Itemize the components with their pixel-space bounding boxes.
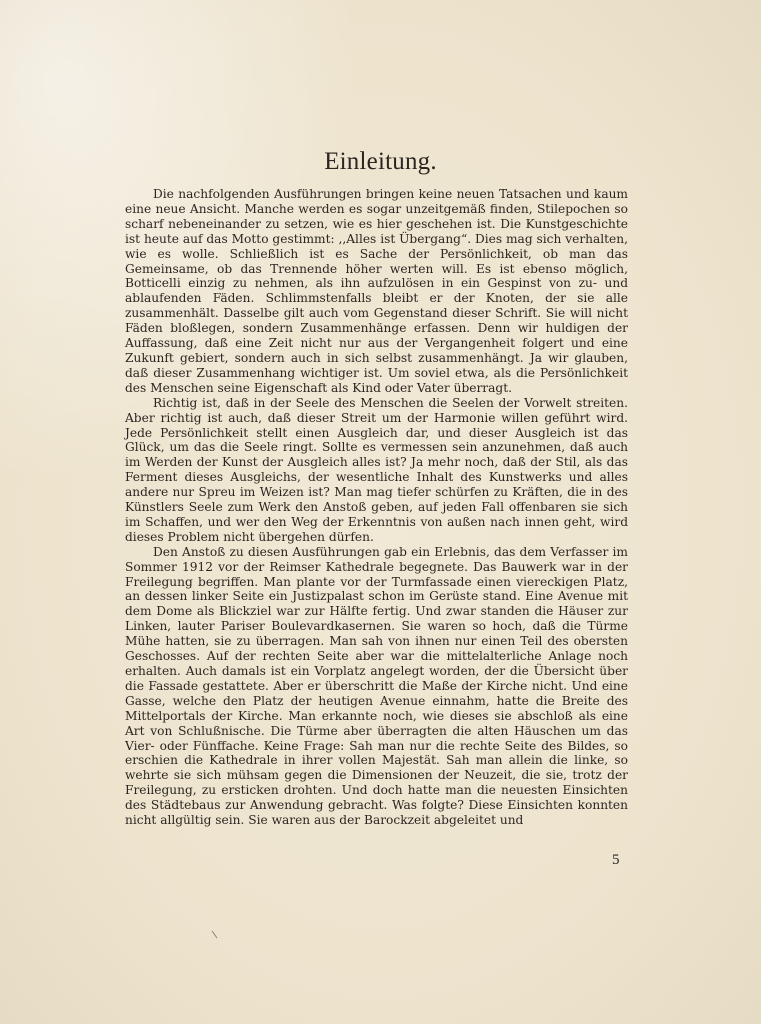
body-text <box>125 187 628 828</box>
chapter-heading: Einleitung. <box>324 148 437 175</box>
paragraph: Richtig ist, daß in der Seele des Menschen die Seelen der Vorwelt streiten. Aber richtig ist auch, daß dieser Streit um der Harmonie willen geführt wird. Jede Persönlichkeit stellt einen Ausgleich dar, und dieser Ausgleich ist das Glück, um das die Seele ringt. Sollte es vermessen sein anzunehmen, daß auch im Werden der Kunst der Ausgleich alles ist? Ja mehr noch, daß der Stil, als das Ferment dieses Ausgleichs, der wesentliche Inhalt des Kunstwerks und alles andere nur Spreu im Weizen ist? Man mag tiefer schürfen zu Kräften, die in des Künstlers Seele zum Werk den Anstoß geben, auf jeden Fall offenbaren sie sich im Schaffen, und wer den Weg der Erkenntnis von außen nach innen geht, wird dieses Problem nicht übergehen dürfen. <box>125 395 628 544</box>
page-number: 5 <box>612 852 620 868</box>
paper-speck <box>211 930 219 940</box>
paragraph: Die nachfolgenden Ausführungen bringen keine neuen Tatsachen und kaum eine neue Ansicht. Manche werden es sogar unzeitgemäß finden, Stilepochen so scharf nebeneinander zu setzen, wie es hier geschehen ist. Die Kunstgeschichte ist heute auf das Motto gestimmt: ,,Alles ist Übergang“. Dies mag sich verhalten, wie es wolle. Schließlich ist es Sache der Persönlichkeit, ob man das Gemeinsame, ob das Trennende höher werten will. Es ist ebenso möglich, Botticelli einzig zu nehmen, als ihn aufzulösen in ein Gespinst von zu- und ablaufenden Fäden. Schlimmstenfalls bleibt er der Knoten, der sie alle zusammenhält. Dasselbe gilt auch vom Gegenstand dieser Schrift. Sie will nicht Fäden bloßlegen, sondern Zusammenhänge erfassen. Denn wir huldigen der Auffassung, daß eine Zeit nicht nur aus der Vergangenheit folgert und eine Zukunft gebiert, sondern auch in sich selbst zusammenhängt. Ja wir glauben, daß dieser Zusammenhang wichtiger ist. Um soviel etwa, als die Persönlichkeit des Menschen seine Eigenschaft als Kind oder Vater überragt. <box>125 187 628 395</box>
paragraph: Den Anstoß zu diesen Ausführungen gab ein Erlebnis, das dem Verfasser im Sommer 1912 vor der Reimser Kathedrale begegnete. Das Bauwerk war in der Freilegung begriffen. Man plante vor der Turmfassade einen viereckigen Platz, an dessen linker Seite ein Justizpalast schon im Gerüste stand. Eine Avenue mit dem Dome als Blickziel war zur Hälfte fertig. Und zwar standen die Häuser zur Linken, lauter Pariser Boulevardkasernen. Sie waren so hoch, daß die Türme Mühe hatten, sie zu überragen. Man sah von ihnen nur einen Teil des obersten Geschosses. Auf der rechten Seite aber war die mittelalterliche Anlage noch erhalten. Auch damals ist ein Vorplatz angelegt worden, der die Übersicht über die Fassade gestattete. Aber er überschritt die Maße der Kirche nicht. Und eine Gasse, welche den Platz der heutigen Avenue einnahm, hatte die Breite des Mittelportals der Kirche. Man erkannte noch, wie dieses sie abschloß als eine Art von Schlußnische. Die Türme aber überragten die alten Häuschen um das Vier- oder Fünffache. Keine Frage: Sah man nur die rechte Seite des Bildes, so erschien die Kathedrale in ihrer vollen Majestät. Sah man allein die linke, so wehrte sie sich mühsam gegen die Dimensionen der Neuzeit, die sie, trotz der Freilegung, zu ersticken drohten. Und doch hatte man die neuesten Einsichten des Städtebaus zur Anwendung gebracht. Was folgte? Diese Einsichten konnten nicht allgültig sein. Sie waren aus der Barockzeit abgeleitet und <box>125 544 628 828</box>
